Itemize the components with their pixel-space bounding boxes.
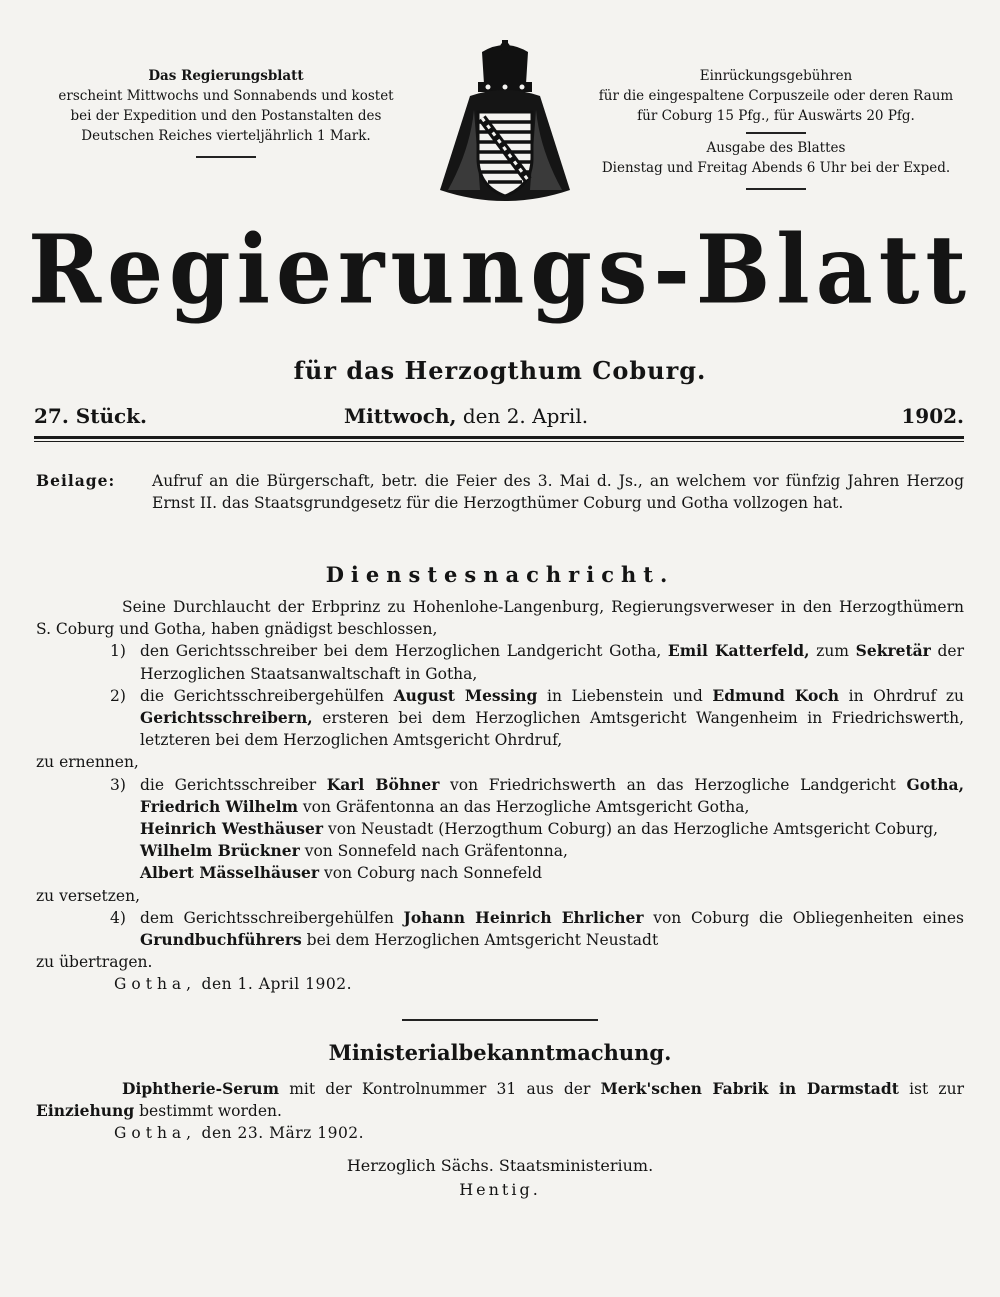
place-name: Gotha, <box>906 774 964 794</box>
clause-ending: zu ernennen, <box>36 753 139 772</box>
masthead-left-line3: bei der Expedition und den Postanstalten des <box>70 108 382 124</box>
person-name: Friedrich Wilhelm <box>140 796 298 816</box>
issuing-authority: Herzoglich Sächs. Staatsministerium. <box>346 1156 654 1175</box>
list-item <box>110 685 965 752</box>
issue-weekday: Mittwoch, <box>344 404 457 428</box>
person-name: Wilhelm Brückner <box>140 841 300 861</box>
masthead-left-line1: Das Regierungsblatt <box>148 68 304 84</box>
person-name: Emil Katterfeld, <box>667 641 810 661</box>
divider <box>746 188 806 190</box>
text-run: bei dem Herzoglichen Amtsgericht Neustadt <box>306 931 659 950</box>
ministerial-notice-body <box>36 1078 964 1145</box>
list-item-number: 3) <box>110 775 126 794</box>
text-run: von Neustadt (Herzogthum Coburg) an das Herzogliche Amtsgericht Coburg, <box>328 820 939 839</box>
text-run: in Ohrdruf zu <box>848 686 965 705</box>
masthead-right-line4: Ausgabe des Blattes <box>706 140 846 156</box>
divider <box>34 436 964 439</box>
issue-line <box>34 404 964 436</box>
clause-ending: zu übertragen. <box>36 953 153 972</box>
divider <box>402 1019 598 1021</box>
place-and-date <box>114 973 964 995</box>
issue-year: 1902. <box>901 404 964 428</box>
firm-name: Merk'schen Fabrik in Darmstadt <box>600 1079 899 1098</box>
text-run: von Sonnefeld nach Gräfentonna, <box>304 842 568 861</box>
text-run: mit der Kontrolnummer 31 aus der <box>289 1080 591 1098</box>
supplement-label: Beilage: <box>36 471 116 490</box>
masthead-left-line2: erscheint Mittwochs und Sonnabends und kostet <box>58 88 394 104</box>
text-run: von Gräfentonna an das Herzogliche Amtsgericht Gotha, <box>302 797 750 816</box>
supplement-note <box>36 470 964 514</box>
service-news-intro: Seine Durchlaucht der Erbprinz zu Hohenlohe-Langenburg, Regierungsverweser in den Herzogthümern S. Coburg und Gotha, haben gnädigst beschlossen, <box>36 598 964 639</box>
masthead-right-line3: für Coburg 15 Pfg., für Auswärts 20 Pfg. <box>637 108 915 124</box>
section-heading-service-news: Dienstesnachricht. <box>325 562 675 587</box>
date-text: den 23. März 1902. <box>201 1124 365 1143</box>
text-run: ist zur <box>909 1080 964 1098</box>
issue-day: den 2. April. <box>462 404 589 428</box>
masthead-right-line1: Einrückungsgebühren <box>699 68 853 84</box>
divider <box>196 156 256 158</box>
place-and-date <box>114 1122 964 1144</box>
text-run: in Liebenstein und <box>546 686 703 705</box>
text-run: die Gerichtsschreibergehülfen <box>140 686 384 705</box>
role-title: Grundbuchführers <box>140 930 302 950</box>
masthead-subscription-info <box>30 66 422 164</box>
person-name: Karl Böhner <box>326 774 440 794</box>
person-name: Edmund Koch <box>712 685 840 705</box>
text-run: ersteren bei dem Herzoglichen Amtsgericht Wangenheim in Friedrichswerth, letzteren bei dem Herzoglichen Amtsgericht Ohrdruf, <box>140 709 964 750</box>
place-name: Gotha, <box>114 975 197 994</box>
text-run: von Coburg die Obliegenheiten eines <box>653 908 964 927</box>
text-run: der Herzoglichen Staatsanwaltschaft in Gotha, <box>140 642 965 683</box>
masthead-right-line2: für die eingespaltene Corpuszeile oder deren Raum <box>598 88 954 104</box>
list-item-number: 4) <box>110 908 126 927</box>
divider <box>34 441 964 442</box>
person-name: Heinrich Westhäuser <box>140 819 324 839</box>
service-news-body <box>36 596 964 996</box>
role-title: Sekretär <box>855 641 931 661</box>
role-title: Gerichtsschreibern, <box>140 708 313 728</box>
list-item-number: 1) <box>110 642 126 661</box>
text-run: die Gerichtsschreiber <box>140 775 317 794</box>
text-run: bestimmt worden. <box>139 1102 282 1121</box>
masthead-fees-info <box>580 66 972 196</box>
product-name: Diphtherie-Serum <box>122 1079 279 1098</box>
newspaper-title: Regierungs-Blatt <box>27 212 973 326</box>
ducal-crown-coat-of-arms-icon <box>430 40 580 212</box>
text-run: von Coburg nach Sonnefeld <box>324 864 543 883</box>
text-run: von Friedrichswerth an das Herzogliche Landgericht <box>450 775 896 794</box>
text-run: den Gerichtsschreiber bei dem Herzoglichen Landgericht Gotha, <box>140 642 662 661</box>
date-text: den 1. April 1902. <box>201 975 352 994</box>
masthead-right-line5: Dienstag und Freitag Abends 6 Uhr bei der Exped. <box>601 160 951 176</box>
list-item <box>110 907 964 951</box>
text-run: dem Gerichtsschreibergehülfen <box>140 908 394 927</box>
issue-date <box>344 404 588 428</box>
action-term: Einziehung <box>36 1101 135 1121</box>
supplement-text: Aufruf an die Bürgerschaft, betr. die Feier des 3. Mai d. Js., an welchem vor fünfzig Jahren Herzog Ernst II. das Staatsgrundgesetz für die Herzogthümer Coburg und Gotha vollzogen hat. <box>152 472 964 512</box>
notice-text <box>36 1078 964 1122</box>
person-name: August Messing <box>393 685 538 705</box>
list-item-number: 2) <box>110 686 126 705</box>
signatory-name: Hentig. <box>459 1180 541 1199</box>
masthead-left-line4: Deutschen Reiches vierteljährlich 1 Mark. <box>81 128 371 144</box>
place-name: Gotha, <box>114 1124 197 1143</box>
text-run: zum <box>816 642 850 661</box>
section-heading-ministerial-notice: Ministerialbekanntmachung. <box>328 1040 672 1065</box>
person-name: Albert Mässelhäuser <box>140 863 320 883</box>
clause-ending: zu versetzen, <box>36 886 141 905</box>
list-item <box>110 640 965 684</box>
issue-number: 27. Stück. <box>34 404 147 428</box>
divider <box>746 132 806 134</box>
list-item <box>110 774 964 885</box>
newspaper-subtitle: für das Herzogthum Coburg. <box>293 356 707 385</box>
person-name: Johann Heinrich Ehrlicher <box>403 907 644 927</box>
